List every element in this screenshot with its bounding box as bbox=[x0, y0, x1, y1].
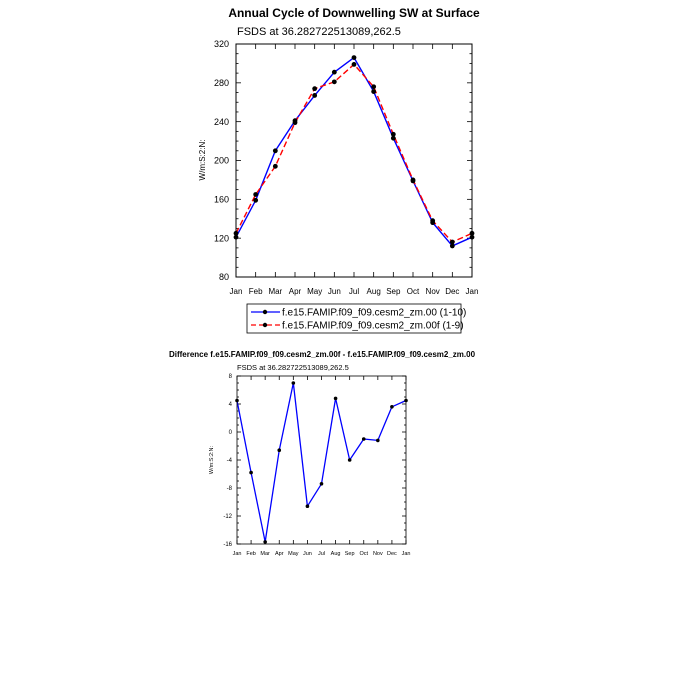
x-tick-label: Nov bbox=[425, 287, 440, 296]
series-1-point bbox=[348, 458, 352, 462]
series-1-point bbox=[263, 540, 267, 544]
x-tick-label: Jan bbox=[465, 287, 479, 296]
y-tick-label: 200 bbox=[213, 155, 229, 166]
x-tick-label: Nov bbox=[372, 551, 383, 557]
top-legend bbox=[247, 304, 466, 333]
y-tick-label: -8 bbox=[226, 486, 232, 493]
legend-entry-1 bbox=[251, 308, 466, 319]
x-tick-label: Dec bbox=[445, 287, 460, 296]
x-tick-label: Feb bbox=[248, 287, 263, 296]
top-y-axis bbox=[214, 39, 472, 282]
top-chart-ylabel: W/m:S:2:N: bbox=[198, 139, 207, 181]
series-2-point bbox=[312, 86, 317, 91]
legend-marker-2 bbox=[263, 323, 267, 327]
series-1-point bbox=[371, 89, 376, 94]
x-tick-label: Aug bbox=[330, 551, 341, 557]
series-2-point bbox=[293, 120, 298, 125]
series-2-point bbox=[332, 79, 337, 84]
series-1-point bbox=[277, 448, 281, 452]
series-2-point bbox=[371, 84, 376, 89]
series-1-point bbox=[332, 70, 337, 75]
x-tick-label: Jun bbox=[327, 287, 341, 296]
y-tick-label: 0 bbox=[228, 430, 232, 437]
x-tick-label: Jan bbox=[401, 551, 411, 557]
series-2-point bbox=[352, 62, 357, 67]
x-tick-label: Jan bbox=[232, 551, 242, 557]
series-1-point bbox=[253, 198, 258, 203]
series-line-1 bbox=[237, 383, 406, 542]
x-tick-label: Dec bbox=[387, 551, 397, 557]
series-2-point bbox=[391, 132, 396, 137]
x-tick-label: Apr bbox=[274, 551, 284, 557]
x-tick-label: Oct bbox=[359, 551, 369, 557]
bottom-x-axis bbox=[233, 376, 411, 557]
x-tick-label: Jun bbox=[302, 551, 312, 557]
series-2-point bbox=[273, 164, 278, 169]
legend-label-2: f.e15.FAMIP.f09_f09.cesm2_zm.00f (1-9) bbox=[282, 320, 464, 332]
series-1-point bbox=[334, 397, 338, 401]
x-tick-label: May bbox=[307, 287, 323, 296]
y-tick-label: 8 bbox=[228, 374, 232, 381]
series-2-point bbox=[411, 178, 416, 183]
x-tick-label: Sep bbox=[386, 287, 401, 296]
y-tick-label: 240 bbox=[213, 116, 229, 127]
x-tick-label: Mar bbox=[268, 287, 283, 296]
series-1-point bbox=[273, 148, 278, 153]
series-1-point bbox=[390, 405, 394, 409]
x-tick-label: Jul bbox=[317, 551, 326, 557]
legend-entry-2 bbox=[251, 321, 464, 332]
y-tick-label: 80 bbox=[218, 272, 229, 283]
legend-marker-1 bbox=[263, 310, 267, 314]
top-x-axis bbox=[230, 44, 479, 296]
series-1-point bbox=[312, 93, 317, 98]
bottom-plot-frame bbox=[237, 376, 406, 544]
bottom-chart bbox=[169, 350, 476, 557]
x-tick-label: Aug bbox=[366, 287, 381, 296]
bottom-chart-ylabel: W/m:S:2:N: bbox=[209, 445, 215, 475]
bottom-chart-subtitle: FSDS at 36.282722513089,262.5 bbox=[237, 363, 349, 372]
series-2-point bbox=[450, 240, 455, 245]
x-tick-label: May bbox=[288, 551, 299, 557]
series-line-2 bbox=[236, 64, 472, 242]
series-1-point bbox=[320, 482, 324, 486]
series-1-point bbox=[376, 439, 380, 443]
series-2-point bbox=[253, 192, 258, 197]
series-2-point bbox=[430, 218, 435, 223]
y-tick-label: 4 bbox=[228, 402, 232, 409]
bottom-plot-area bbox=[235, 381, 408, 544]
x-tick-label: Feb bbox=[246, 551, 256, 557]
series-1-point bbox=[249, 471, 253, 475]
series-1-point bbox=[362, 437, 366, 441]
y-tick-label: -4 bbox=[226, 458, 232, 465]
x-tick-label: Oct bbox=[406, 287, 420, 296]
x-tick-label: Jan bbox=[229, 287, 243, 296]
x-tick-label: Mar bbox=[260, 551, 270, 557]
legend-label-1: f.e15.FAMIP.f09_f09.cesm2_zm.00 (1-10) bbox=[282, 307, 467, 319]
y-tick-label: -12 bbox=[223, 514, 232, 521]
series-1-point bbox=[352, 55, 357, 60]
top-plot-area bbox=[234, 55, 475, 248]
series-line-1 bbox=[236, 58, 472, 246]
y-tick-label: 120 bbox=[213, 233, 229, 244]
series-1-point bbox=[292, 381, 296, 385]
y-tick-label: 160 bbox=[213, 194, 229, 205]
x-tick-label: Apr bbox=[288, 287, 302, 296]
bottom-chart-title: Difference f.e15.FAMIP.f09_f09.cesm2_zm.00f - f.e15.FAMIP.f09_f09.cesm2_zm.00 bbox=[168, 350, 476, 359]
x-tick-label: Sep bbox=[344, 551, 355, 557]
y-tick-label: -16 bbox=[223, 542, 232, 549]
top-chart-title: Annual Cycle of Downwelling SW at Surface bbox=[228, 6, 480, 20]
bottom-y-axis bbox=[223, 374, 406, 548]
series-1-point bbox=[306, 504, 310, 508]
y-tick-label: 320 bbox=[213, 39, 229, 50]
top-chart-subtitle: FSDS at 36.282722513089,262.5 bbox=[237, 26, 401, 38]
x-tick-label: Jul bbox=[348, 287, 360, 296]
y-tick-label: 280 bbox=[213, 77, 229, 88]
top-chart bbox=[198, 6, 480, 333]
